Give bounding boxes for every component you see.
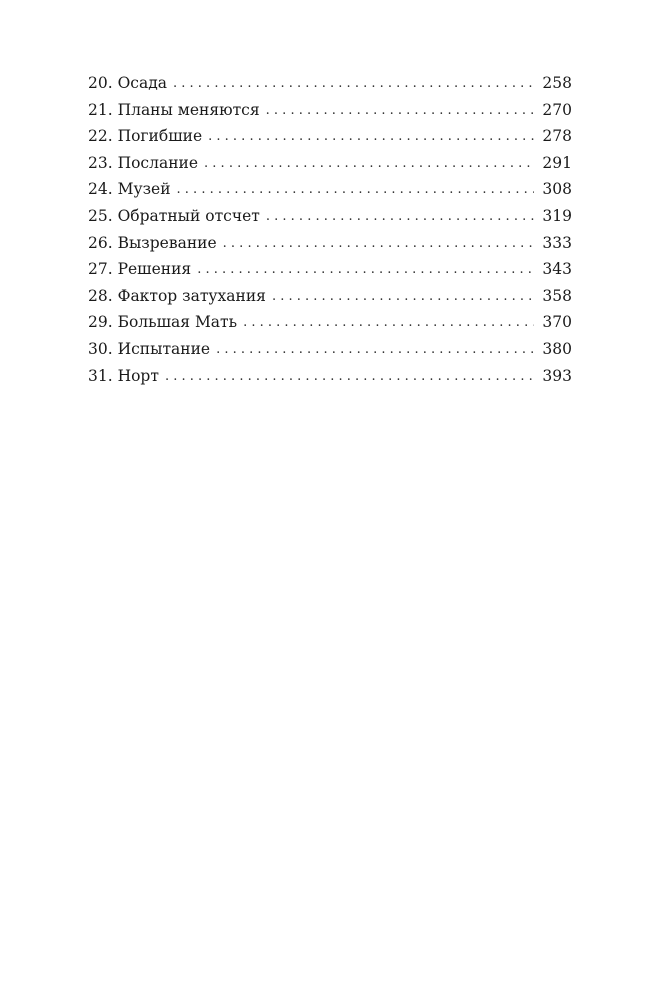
toc-entry[interactable] <box>88 283 572 310</box>
toc-dot-leader <box>243 310 534 337</box>
toc-entry-page: 393 <box>542 366 572 385</box>
table-of-contents <box>88 70 572 389</box>
toc-entry[interactable] <box>88 97 572 124</box>
toc-entry[interactable] <box>88 203 572 230</box>
toc-entry[interactable] <box>88 230 572 257</box>
toc-entry-title: 23. Послание <box>88 153 199 172</box>
toc-entry[interactable] <box>88 309 572 336</box>
toc-entry-page: 370 <box>542 313 572 332</box>
toc-entry-page: 278 <box>542 127 572 146</box>
toc-entry-title: 24. Музей <box>88 180 171 199</box>
toc-entry[interactable] <box>88 176 572 203</box>
toc-entry[interactable] <box>88 123 572 150</box>
toc-dot-leader <box>165 364 534 391</box>
toc-entry-title: 27. Решения <box>88 260 192 279</box>
toc-entry-title: 22. Погибшие <box>88 127 203 146</box>
toc-dot-leader <box>272 284 534 311</box>
toc-dot-leader <box>223 231 535 258</box>
toc-entry-page: 343 <box>542 260 572 279</box>
toc-dot-leader <box>197 257 534 284</box>
toc-entry[interactable] <box>88 363 572 390</box>
toc-dot-leader <box>177 177 535 204</box>
toc-dot-leader <box>173 71 534 98</box>
toc-entry-page: 319 <box>542 206 572 225</box>
toc-dot-leader <box>216 337 534 364</box>
toc-entry-page: 380 <box>542 339 572 358</box>
toc-entry-title: 20. Осада <box>88 74 167 92</box>
toc-entry[interactable] <box>88 336 572 363</box>
toc-entry-title: 30. Испытание <box>88 339 211 358</box>
toc-entry-title: 29. Большая Мать <box>88 313 238 332</box>
toc-entry[interactable] <box>88 70 572 97</box>
toc-dot-leader <box>266 98 535 125</box>
toc-entry-page: 333 <box>542 233 572 252</box>
toc-entry-page: 308 <box>542 180 572 199</box>
toc-entry-page: 270 <box>542 100 572 119</box>
toc-entry-title: 25. Обратный отсчет <box>88 206 260 225</box>
toc-entry-page: 258 <box>542 74 572 92</box>
toc-dot-leader <box>266 204 535 231</box>
toc-dot-leader <box>204 151 534 178</box>
toc-entry-title: 31. Норт <box>88 366 159 385</box>
toc-entry-title: 26. Вызревание <box>88 233 217 252</box>
toc-entry[interactable] <box>88 150 572 177</box>
toc-dot-leader <box>208 124 534 151</box>
toc-entry-page: 358 <box>542 286 572 305</box>
toc-entry-title: 21. Планы меняются <box>88 100 260 119</box>
toc-entry[interactable] <box>88 256 572 283</box>
toc-entry-title: 28. Фактор затухания <box>88 286 266 305</box>
toc-entry-page: 291 <box>542 153 572 172</box>
